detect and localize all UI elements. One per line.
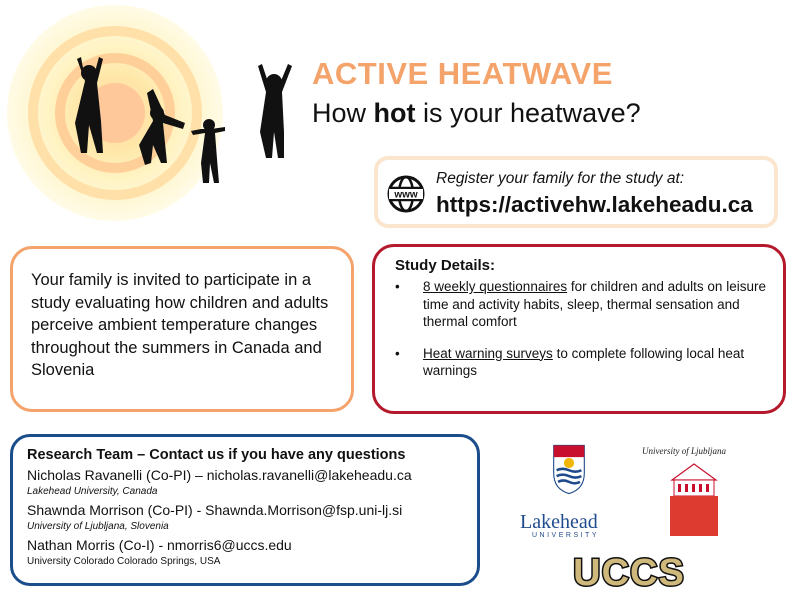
lakehead-subtext: UNIVERSITY bbox=[532, 532, 600, 539]
svg-text:www: www bbox=[394, 189, 418, 201]
ljubljana-wordmark: University of Ljubljana bbox=[642, 446, 726, 456]
study-detail-item: • 8 weekly questionnaires for children and adults on leisure time and activity habits, sleep, thermal sensation and thermal comfort bbox=[395, 279, 766, 329]
research-team-title: Research Team – Contact us if you have any questions bbox=[27, 447, 406, 463]
bullet-icon: • bbox=[395, 345, 400, 361]
register-instruction: Register your family for the study at: bbox=[436, 170, 685, 187]
team-member[interactable]: Nathan Morris (Co-I) - nmorris6@uccs.edu bbox=[27, 537, 292, 553]
study-details-title: Study Details: bbox=[395, 257, 496, 274]
team-member-affiliation: University of Ljubljana, Slovenia bbox=[27, 521, 169, 532]
svg-text:UCCS: UCCS bbox=[573, 552, 685, 593]
uccs-logo bbox=[560, 551, 698, 593]
jumping-figure-right bbox=[252, 62, 296, 162]
team-member-affiliation: University Colorado Colorado Springs, USA bbox=[27, 556, 221, 567]
invitation-text: Your family is invited to participate in a study evaluating how children and adults perceive ambient temperature changes throughout the summers in Canada and Slovenia bbox=[31, 271, 329, 379]
sun-silhouettes-graphic bbox=[5, 3, 225, 223]
invitation-box bbox=[10, 246, 354, 412]
ljubljana-building-logo bbox=[668, 460, 720, 538]
team-member[interactable]: Shawnda Morrison (Co-PI) - Shawnda.Morrison@fsp.uni-lj.si bbox=[27, 502, 403, 518]
register-url-link[interactable]: https://activehw.lakeheadu.ca bbox=[436, 192, 753, 217]
lakehead-shield-logo bbox=[524, 444, 614, 514]
www-globe-icon bbox=[386, 174, 426, 214]
lakehead-wordmark: Lakehead bbox=[520, 511, 598, 533]
study-detail-item: • Heat warning surveys to complete following local heat warnings bbox=[395, 345, 745, 378]
research-team-box bbox=[10, 434, 480, 586]
bullet-icon: • bbox=[395, 279, 400, 294]
register-box bbox=[374, 156, 778, 228]
team-member[interactable]: Nicholas Ravanelli (Co-PI) – nicholas.ravanelli@lakeheadu.ca bbox=[27, 467, 412, 483]
team-member-affiliation: Lakehead University, Canada bbox=[27, 486, 158, 497]
page-title: ACTIVE HEATWAVE bbox=[312, 56, 613, 91]
page-subtitle: How hot is your heatwave? bbox=[312, 98, 641, 128]
study-details-box bbox=[372, 244, 786, 414]
